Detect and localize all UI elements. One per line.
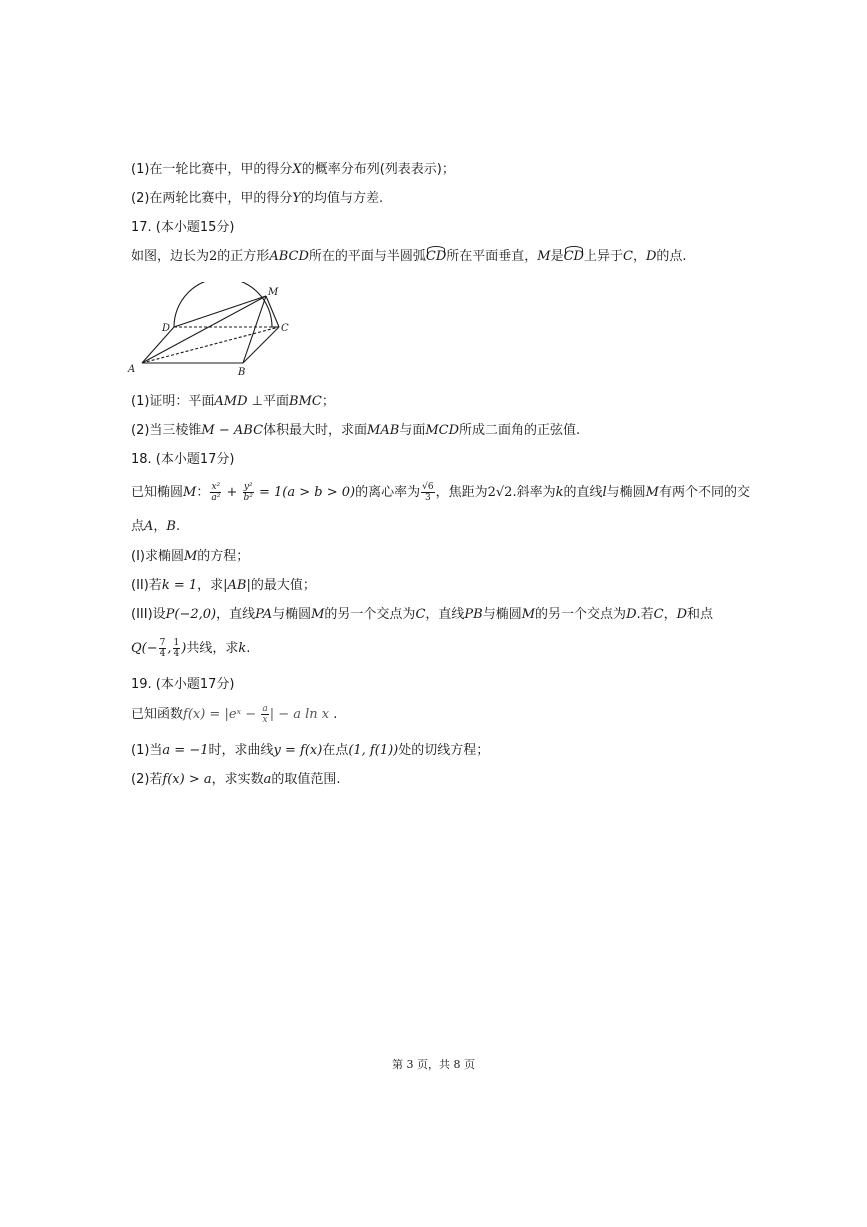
- q18-part3-line2: Q(− $\frac{7}{4}$ , $\frac{1}{4}$ )共线，求k.: [131, 638, 251, 659]
- edge-dm: [174, 296, 266, 327]
- fraction-x2-a2: $\frac{\text{x²}}{\text{a²}}$: [211, 482, 221, 503]
- label-m: M: [268, 287, 279, 298]
- arc-cd-symbol-2: CD: [563, 249, 584, 264]
- q17-part2: (2)当三棱锥M − ABC体积最大时，求面MAB与面MCD所成二面角的正弦值.: [131, 423, 581, 438]
- q19-stem: 已知函数f(x) = |eˣ − $\frac{a}{x}$ | − a ln x .: [131, 704, 338, 725]
- fraction-a-x: $\frac{a}{x}$: [262, 704, 268, 725]
- q18-stem-line2: 点A，B.: [131, 519, 181, 534]
- label-a: A: [128, 364, 136, 375]
- q18-heading: 18. (本小题17分): [131, 452, 235, 467]
- q18-part1: (I)求椭圆M的方程；: [131, 549, 250, 564]
- q19-heading: 19. (本小题17分): [131, 677, 235, 692]
- geometry-figure: [126, 282, 296, 377]
- q18-stem: 已知椭圆M： $\frac{\text{x²}}{\text{a²}}$ + $\frac{\text{y²}}{\text{b²}}$ = 1(a > b > 0)的离心率为 $\frac{√6}{3}$ ，焦距为2√2.斜率为k的直线l与椭圆M有两个不同的交: [131, 482, 750, 503]
- fraction-eccentricity: $\frac{√6}{3}$: [422, 482, 434, 503]
- q19-part1: (1)当a = −1时，求曲线y = f(x)在点(1, f(1))处的切线方程；: [131, 743, 490, 758]
- q18-part2: (II)若k = 1，求|AB|的最大值；: [131, 578, 316, 593]
- label-b: B: [238, 367, 246, 377]
- q17-stem: 如图，边长为2的正方形ABCD所在的平面与半圆弧CD所在平面垂直，M是CD上异于C，D的点.: [131, 249, 687, 264]
- q19-part2: (2)若f(x) > a，求实数a的取值范围.: [131, 772, 341, 787]
- edge-mc: [266, 296, 279, 327]
- label-d: D: [162, 323, 171, 334]
- page-footer: 第 3 页，共 8 页: [392, 1058, 475, 1071]
- q16-part1: (1)在一轮比赛中，甲的得分X的概率分布列(列表表示)；: [131, 162, 455, 177]
- q17-part1: (1)证明：平面AMD ⊥平面BMC；: [131, 394, 335, 409]
- q16-part2: (2)在两轮比赛中，甲的得分Y的均值与方差.: [131, 191, 384, 206]
- fraction-y2-b2: $\frac{\text{y²}}{\text{b²}}$: [243, 482, 253, 503]
- edge-am: [142, 296, 266, 363]
- q17-heading: 17. (本小题15分): [131, 220, 235, 235]
- q18-part3: (III)设P(−2,0)，直线PA与椭圆M的另一个交点为C，直线PB与椭圆M的另一个交点为D.若C，D和点: [131, 607, 714, 622]
- label-c: C: [281, 323, 289, 334]
- edge-bc: [243, 327, 279, 363]
- fraction-1-4: $\frac{1}{4}$: [173, 638, 180, 659]
- fraction-7-4: $\frac{7}{4}$: [159, 638, 166, 659]
- arc-cd-symbol: CD: [425, 249, 447, 264]
